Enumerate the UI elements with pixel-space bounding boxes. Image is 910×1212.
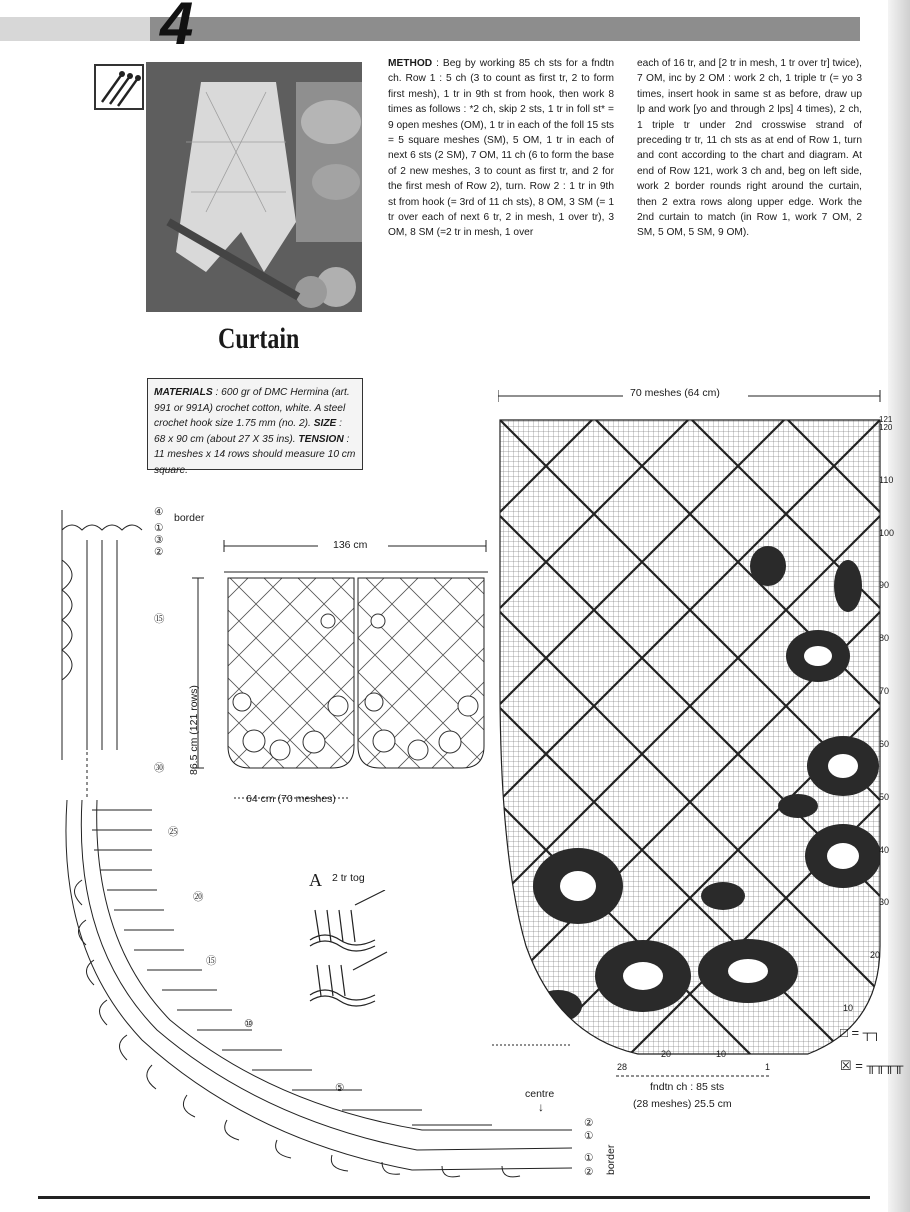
header-strip-left: [0, 17, 150, 41]
filet-chart: [498, 386, 888, 1106]
col-label-28: 28: [617, 1062, 628, 1072]
materials-label: MATERIALS: [154, 387, 213, 398]
edge-mark-4: ②: [154, 546, 164, 558]
row-label-80: 80: [879, 633, 890, 643]
row-label-121: 121: [879, 415, 893, 424]
row-label-50: 50: [879, 792, 890, 802]
pattern-number: 4: [160, 0, 194, 57]
edge-mark-14: ①: [584, 1152, 594, 1164]
edge-mark-5: ⑮: [154, 613, 165, 625]
crochet-hook-icon: [94, 64, 144, 110]
chart-top-label: 70 meshes (64 cm): [630, 387, 720, 399]
edge-mark-7: ㉕: [168, 826, 179, 838]
row-label-30: 30: [879, 897, 890, 907]
edge-mark-11: ⑤: [335, 1082, 345, 1094]
schematic-height-label: 86.5 cm (121 rows): [188, 685, 200, 775]
edge-mark-13: ①: [584, 1130, 594, 1142]
col-label-20: 20: [661, 1049, 672, 1059]
edge-mark-1: ④: [154, 506, 164, 518]
centre-arrow-icon: ↓: [538, 1100, 544, 1114]
schematic-width-label: 136 cm: [333, 539, 368, 551]
materials-box: [147, 378, 363, 476]
page-edge-shadow: [888, 0, 910, 1212]
method-text-1: : Beg by working 85 ch sts for a fndtn ch. Row 1 : 5 ch (3 to count as first tr, 2 to form first mesh), 1 tr in 9th st from hook, then work 8 times as follows : *2 ch, skip 2 sts, 1 tr in foll st* = 9 open meshes (OM), 1 tr in each of the foll 15 sts = 5 square meshes (SM), 5 OM, 1 tr in each of next 6 sts (2 SM), 7 OM, 11 ch (6 to form the base of 2 new meshes, 3 to count as first tr, and 2 for the first mesh of Row 2), turn. Row 2 : 1 tr in 9th st from hook (= 3rd of 11 ch sts), 8 OM, 3 SM (= 1 tr over each of next 6 tr, 2 in mesh, 1 over tr), 3 OM, 8 SM (=2 tr in mesh, 1 over: [388, 58, 614, 239]
header-bar: [150, 17, 860, 41]
row-label-10: 10: [843, 1003, 854, 1013]
centre-label: centre: [525, 1088, 555, 1100]
curtain-photo: [146, 62, 362, 312]
stitch-marker: A: [309, 870, 322, 890]
edge-mark-12: ②: [584, 1117, 594, 1129]
method-label: METHOD: [388, 58, 433, 69]
method-text-column-2: each of 16 tr, and [2 tr in mesh, 1 tr over tr] twice), 7 OM, inc by 2 OM : work 2 ch, 1 triple tr (= yo 3 times, insert hook in same st as before, draw up lp and work [yo and through 2 lps] 4 times), 2 ch, 1 triple tr under 2nd crosswise strand of preceding tr tr, 11 ch sts as at end of Row 1, turn and cont according to the chart and diagram. At end of Row 121, work 3 ch and, beg on left side, work 2 border rounds right around the curtain, then 2 extra rows along upper edge. Work the 2nd curtain to match (in Row 1, work 7 OM, 2 SM, 5 OM, 5 SM, 9 OM).: [637, 58, 862, 239]
fndtn-label: fndtn ch : 85 sts: [650, 1081, 725, 1093]
legend-filled-mesh: ☒ = ╥╥╥╥: [840, 1058, 904, 1073]
edge-mark-2: ①: [154, 522, 164, 534]
fndtn-label-2: (28 meshes) 25.5 cm: [633, 1098, 732, 1110]
edge-mark-8: ⑳: [193, 891, 204, 903]
border-label-bottom: border: [605, 1144, 617, 1175]
row-label-100: 100: [879, 528, 895, 538]
row-label-20: 20: [870, 950, 881, 960]
stitch-label: 2 tr tog: [332, 872, 365, 884]
method-text-column-1: [388, 56, 614, 241]
schematic-bottom-label: 64 cm (70 meshes): [246, 793, 336, 805]
bottom-rule: [38, 1196, 870, 1199]
edge-mark-10: ⑩: [244, 1018, 254, 1030]
legend-open-mesh: □ = ┬┐: [840, 1025, 882, 1040]
edge-mark-3: ③: [154, 534, 164, 546]
row-label-60: 60: [879, 739, 890, 749]
size-label: SIZE: [313, 418, 337, 429]
border-label-top: border: [174, 512, 205, 524]
tension-label: TENSION: [298, 433, 344, 445]
col-label-10: 10: [716, 1049, 727, 1059]
row-label-120: 120: [879, 423, 893, 432]
edge-mark-9: ⑮: [206, 955, 217, 967]
edge-mark-6: ㉚: [154, 762, 165, 774]
row-label-70: 70: [879, 686, 890, 696]
tension-text: : 11 meshes x 14 rows should measure 10 cm square.: [154, 433, 356, 476]
row-label-40: 40: [879, 845, 890, 855]
page-title: Curtain: [218, 322, 300, 355]
row-label-90: 90: [879, 580, 890, 590]
size-text: : 68 x 90 cm (about 27 X 35 ins).: [154, 418, 343, 445]
row-label-110: 110: [879, 475, 894, 485]
materials-text: : 600 gr of DMC Hermina (art. 991 or 991A) crochet cotton, white. A steel crochet hook size 1.75 mm (no. 2).: [154, 387, 350, 429]
edge-mark-15: ②: [584, 1166, 594, 1178]
col-label-1: 1: [765, 1062, 771, 1072]
